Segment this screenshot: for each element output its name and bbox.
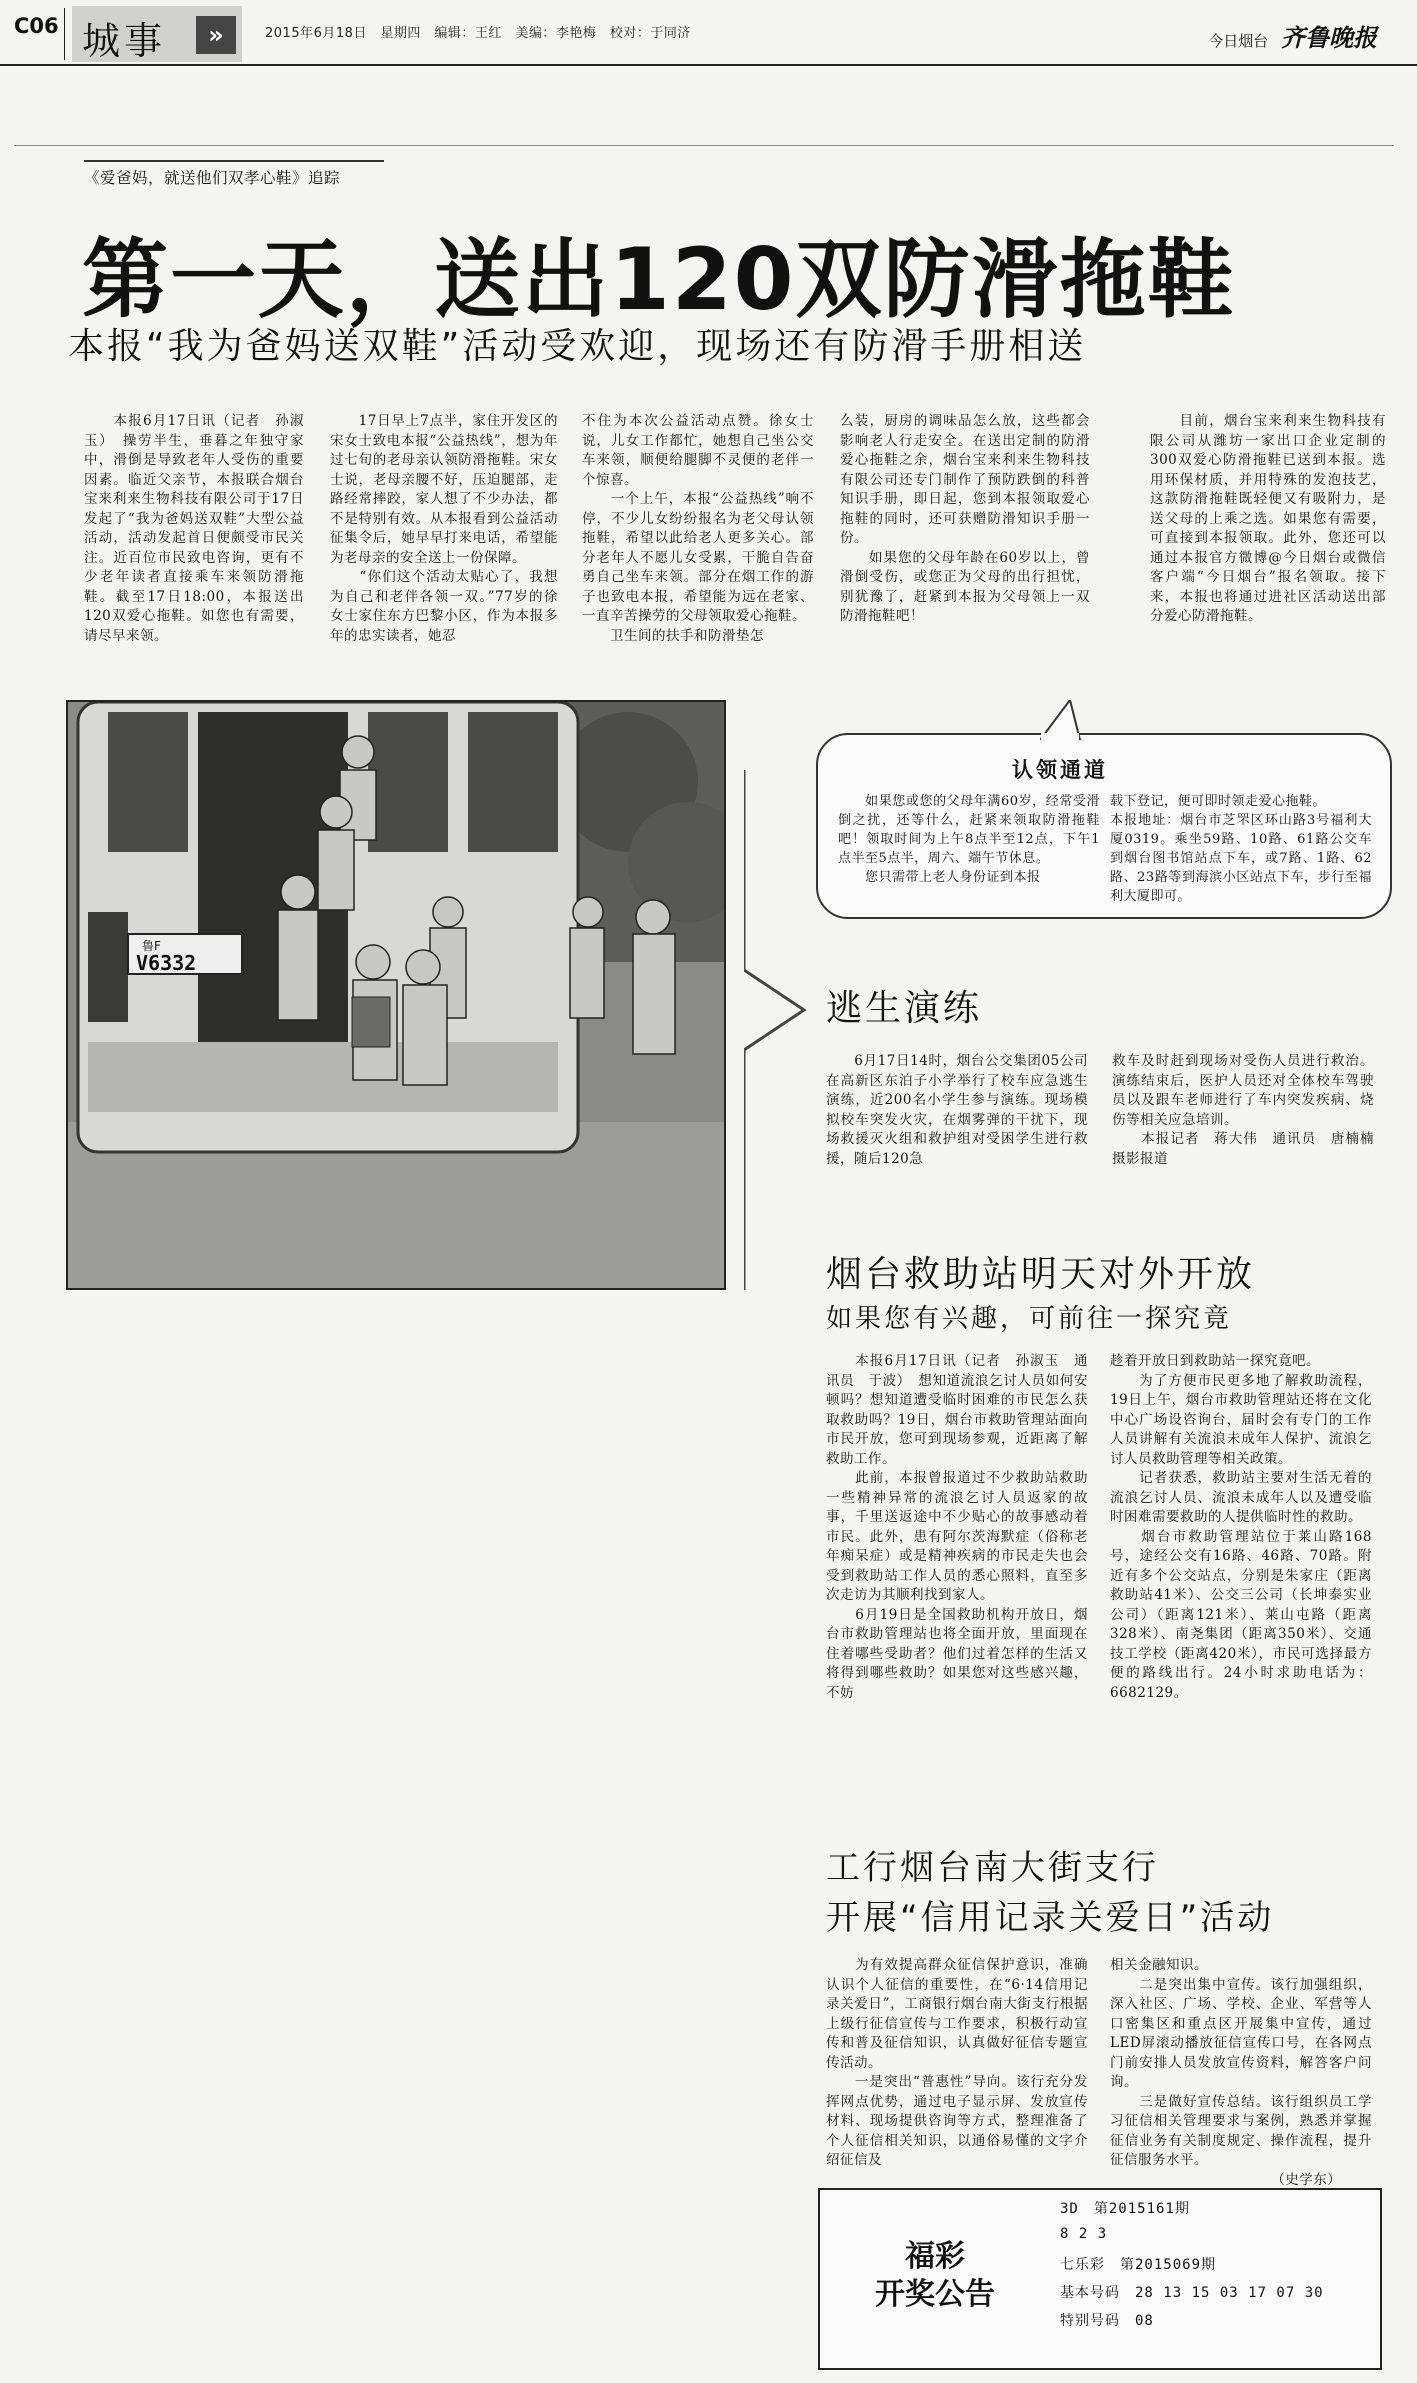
- lead-headline: 第一天，送出120双防滑拖鞋: [82, 230, 1236, 330]
- bank-left-text: 为有效提高群众征信保护意识，准确认识个人征信的重要性，在“6·14信用记录关爱日”，工商银行烟台南大街支行根据上级行征信宣传与工作要求，积极行动宣传和普及征信知识，认真做好征信专题宣传活动。 一是突出“普惠性”导向。该行充分发挥网点优势，通过电子显示屏、发放宣传材料、现场提供咨询等方式，整理准备了个人征信相关知识，以通俗易懂的文字介绍征信及: [826, 1957, 1088, 2168]
- photo-bracket-connector: [744, 770, 824, 1290]
- escape-drill-left-text: 6月17日14时，烟台公交集团05公司在高新区东泊子小学举行了校车应急逃生演练，近200名小学生参与演练。现场模拟校车突发火灾，在烟雾弹的干扰下，现场救援灭火组和救护组对受困学生进行救援，随后120急: [826, 1053, 1088, 1167]
- rescue-station-subtitle: 如果您有兴趣，可前往一探究竟: [826, 1304, 1233, 1334]
- plate-province: 鲁F: [142, 939, 161, 953]
- bank-story-title-line1: 工行烟台南大街支行: [826, 1848, 1159, 1888]
- lottery-title-line1: 福彩: [905, 2239, 965, 2274]
- header-divider-vertical: [64, 8, 65, 60]
- lottery-qlc-issue: 七乐彩 第2015069期: [1060, 2257, 1217, 2273]
- lead-column-1: 本报6月17日讯（记者 孙淑玉） 操劳半生，垂暮之年独守家中，滑倒是导致老年人受伤的重要因素。临近父亲节，本报联合烟台宝来利来生物科技有限公司于17日发起了“我为爸妈送双鞋”大型公益活动，活动发起首日便颇受市民关注。近百位市民致电咨询，更有不少老年读者直接乘车来领防滑拖鞋。截至17日18:00，本报送出120双爱心拖鞋。如您也有需要，请尽早来领。: [84, 413, 304, 644]
- lottery-basic-numbers: 基本号码 28 13 15 03 17 07 30: [1060, 2285, 1324, 2301]
- page-number: C06: [14, 14, 59, 38]
- edition-label: 今日烟台: [1208, 32, 1269, 50]
- lottery-title-line2: 开奖公告: [875, 2277, 995, 2312]
- rescue-station-title: 烟台救助站明天对外开放: [826, 1254, 1256, 1295]
- school-bus-drill-photo: [66, 700, 726, 1290]
- photo-illustration: [68, 702, 724, 1288]
- lottery-3d-issue: 3D 第2015161期: [1060, 2201, 1190, 2217]
- header-rule: [0, 64, 1417, 66]
- lead-column-4: 么装，厨房的调味品怎么放，这些都会影响老人行走安全。在送出定制的防滑爱心拖鞋之余，烟台宝来利来生物科技有限公司还专门制作了预防跌倒的科普知识手册，即日起，您到本报领取爱心拖鞋的同时，还可获赠防滑知识手册一份。 如果您的父母年龄在60岁以上，曾滑倒受伤，或您正为父母的出行担忧，别犹豫了，赶紧到本报为父母领上一双防滑拖鞋吧！: [840, 413, 1090, 624]
- section-title: 城事: [82, 19, 167, 63]
- rescue-right-text: 趁着开放日到救助站一探究竟吧。 为了方便市民更多地了解救助流程，19日上午，烟台市救助管理站还将在文化中心广场设咨询台，届时会有专门的工作人员讲解有关流浪未成年人保护、流浪乞讨人员救助管理等相关政策。 记者获悉，救助站主要对生活无着的流浪乞讨人员、流浪未成年人以及遭受临时困难需要救助的人提供临时性的救助。 烟台市救助管理站位于莱山路168号，途经公交有16路、46路、70路。附近有多个公交站点，分别是朱家庄（距离救助站41米）、公交三公司（长坤泰实业公司）（距离121米）、莱山屯路（距离328米）、南尧集团（距离350米）、交通技工学校（距离420米），市民可选择最方便的路线出行。24小时求助电话为：6682129。: [1110, 1353, 1372, 1701]
- lead-column-5: 目前，烟台宝来利来生物科技有限公司从潍坊一家出口企业定制的300双爱心防滑拖鞋已送到本报。选用环保材质，并用特殊的发泡技艺，这款防滑拖鞋既轻便又有吸附力，是送父母的上乘之选。如果您有需要，可直接到本报领取。此外，您还可以通过本报官方微博@今日烟台或微信客户端“今日烟台”报名领取。接下来，本报也将通过进社区活动送出部分爱心防滑拖鞋。: [1150, 413, 1386, 624]
- callout-tail: [1040, 700, 1100, 740]
- lottery-special-number: 特别号码 08: [1060, 2313, 1154, 2329]
- callout-title: 认领通道: [1012, 758, 1108, 782]
- header-masthead: [1208, 18, 1377, 53]
- lottery-3d-numbers: 8 2 3: [1060, 2226, 1108, 2242]
- kicker-rule: [84, 160, 384, 162]
- escape-drill-title: 逃生演练: [826, 988, 983, 1029]
- callout-right-text: 载下登记，便可即时领走爱心拖鞋。 本报地址：烟台市芝罘区环山路3号福利大厦0319。乘坐59路、10路、61路公交车到烟台图书馆站点下车，或7路、1路、62路、23路等到海滨小区站点下车，步行至福利大厦即可。: [1110, 794, 1372, 904]
- double-chevron-right-icon: »: [196, 16, 236, 54]
- rescue-left-text: 本报6月17日讯（记者 孙淑玉 通讯员 于波） 想知道流浪乞讨人员如何安顿吗？想知道遭受临时困难的市民怎么获取救助吗？19日，烟台市救助管理站面向市民开放，您可到现场参观，近距离了解救助工作。 此前，本报曾报道过不少救助站救助一些精神异常的流浪乞讨人员返家的故事，千里送返途中不少贴心的故事感动着市民。此外，患有阿尔茨海默症（俗称老年痴呆症）或是精神疾病的市民走失也会受到救助站工作人员的悉心照料，直至多次走访为其顺利找到家人。 6月19日是全国救助机构开放日，烟台市救助管理站也将全面开放，里面现在住着哪些受助者？他们过着怎样的生活又将得到哪些救助？如果您对这些感兴趣，不妨: [826, 1353, 1088, 1701]
- lead-column-3: 不住为本次公益活动点赞。徐女士说，儿女工作都忙，她想自己坐公交车来领，顺便给腿脚不灵便的老伴一个惊喜。 一个上午，本报“公益热线”响不停，不少儿女纷纷报名为老父母认领拖鞋，希望以此给老人更多关心。部分老年人不愿儿女受累，干脆自告奋勇自己坐车来领。部分在烟工作的游子也致电本报，希望能为远在老家、一直辛苦操劳的父母领取爱心拖鞋。 卫生间的扶手和防滑垫怎: [582, 413, 814, 644]
- bank-right-text: 相关金融知识。 二是突出集中宣传。该行加强组织，深入社区、广场、学校、企业、军营等人口密集区和重点区开展集中宣传，通过LED屏滚动播放征信宣传口号，在各网点门前安排人员发放宣传资料，解答客户问询。 三是做好宣传总结。该行组织员工学习征信相关管理要求与案例，熟悉并掌握征信业务有关制度规定、操作流程，提升征信服务水平。 （史学东）: [1110, 1957, 1372, 2188]
- callout-left-text: 如果您或您的父母年满60岁，经常受滑倒之扰，还等什么，赶紧来领取防滑拖鞋吧！领取时间为上午8点半至12点，下午1点半至5点半，周六、端午节休息。 您只需带上老人身份证到本报: [838, 794, 1100, 885]
- bank-story-title-line2: 开展“信用记录关爱日”活动: [826, 1898, 1275, 1938]
- header-rule-thin: [14, 145, 1394, 146]
- paper-logo: 齐鲁晚报: [1281, 23, 1377, 52]
- lottery-title: [840, 2238, 1030, 2314]
- header-meta: 2015年6月18日 星期四 编辑：王红 美编：李艳梅 校对：于同济: [265, 26, 691, 41]
- plate-number: V6332: [136, 951, 197, 975]
- escape-drill-right-text: 救车及时赶到现场对受伤人员进行救治。演练结束后，医护人员还对全体校车驾驶员以及跟车老师进行了车内突发疾病、烧伤等相关应急培训。 本报记者 蒋大伟 通讯员 唐楠楠 摄影报道: [1112, 1053, 1374, 1167]
- story-kicker: 《爱爸妈，就送他们双孝心鞋》追踪: [84, 169, 341, 187]
- lead-column-2: 17日早上7点半，家住开发区的宋女士致电本报“公益热线”，想为年过七旬的老母亲认领防滑拖鞋。宋女士说，老母亲腰不好，压迫腿部，走路经常摔跤，家人想了不少办法，都不是特别有效。从本报看到公益活动征集令后，她早早打来电话，希望能为老母亲的安全送上一份保障。 “你们这个活动太贴心了，我想为自己和老伴各领一双。”77岁的徐女士家住东方巴黎小区，作为本报多年的忠实读者，她忍: [330, 413, 558, 644]
- lead-subheadline: 本报“我为爸妈送双鞋”活动受欢迎，现场还有防滑手册相送: [68, 326, 1087, 367]
